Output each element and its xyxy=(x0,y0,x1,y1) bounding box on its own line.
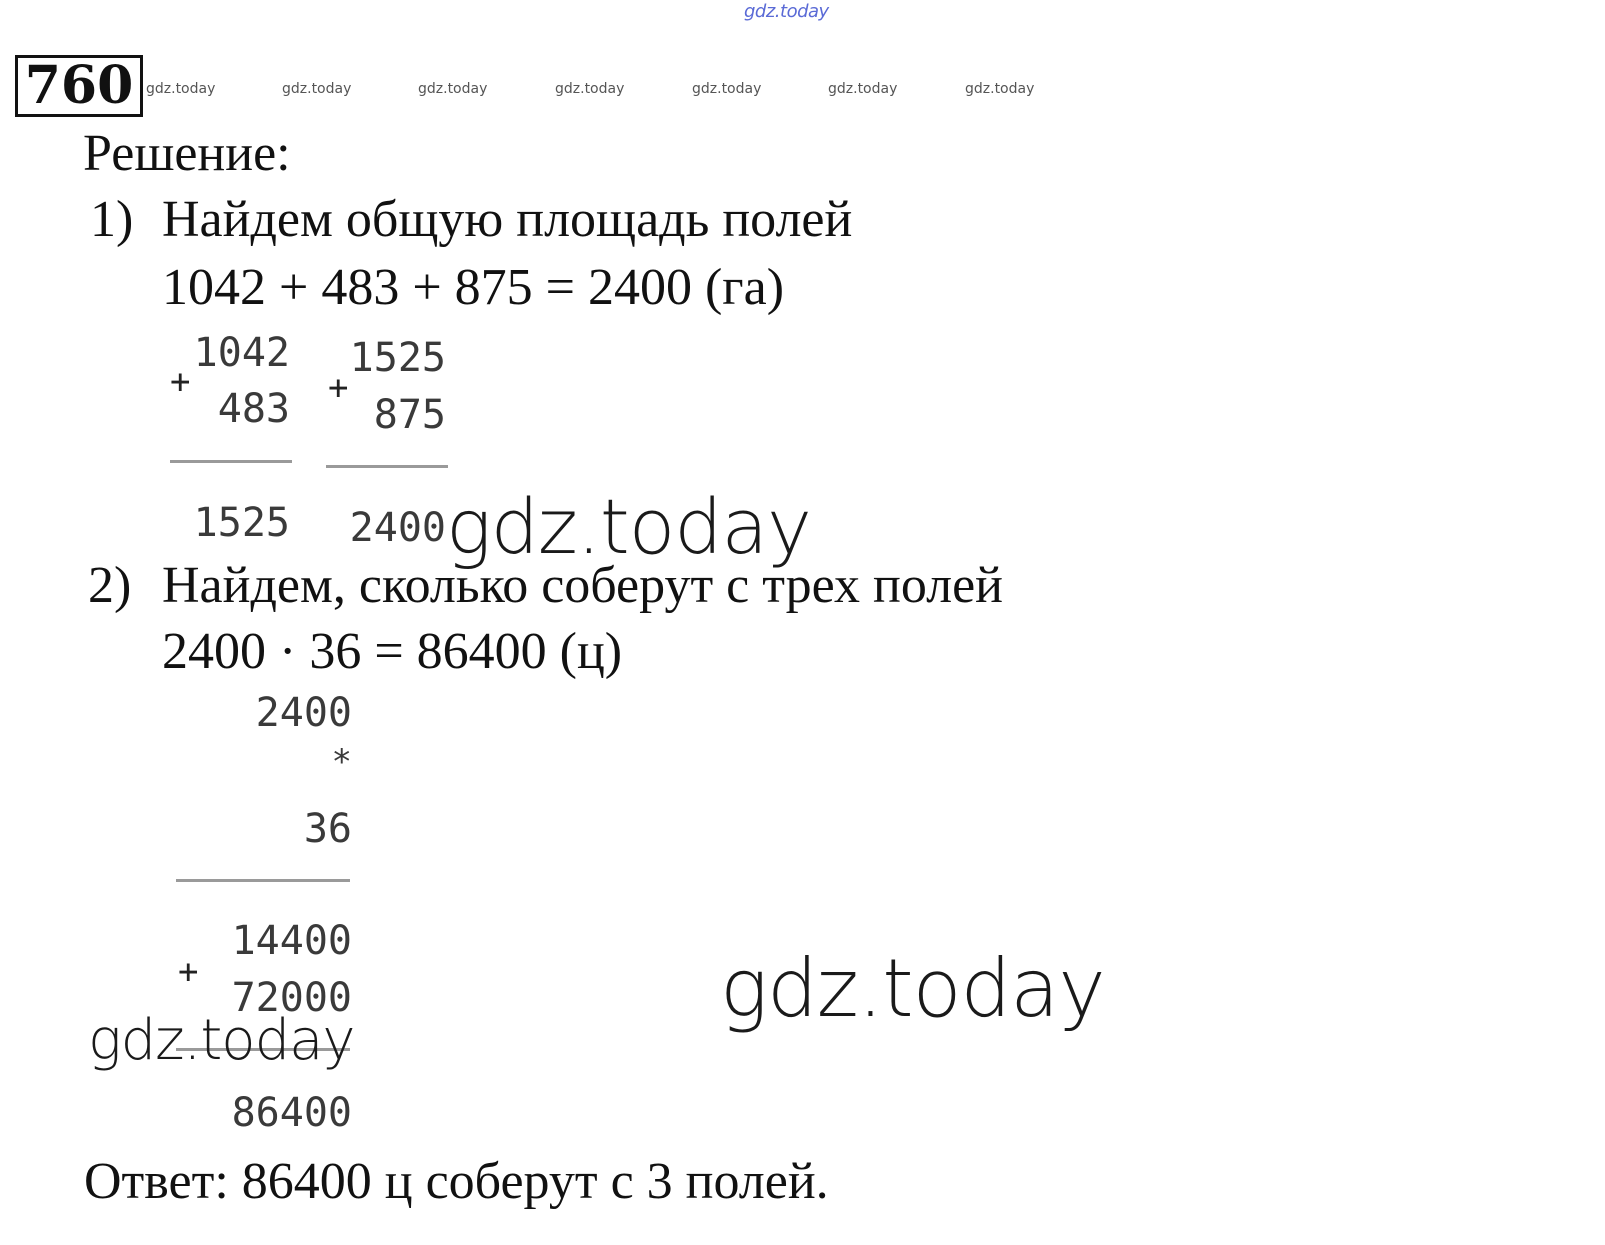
watermark-row-item: gdz.today xyxy=(418,81,488,97)
step1-equation: 1042 + 483 + 875 = 2400 (га) xyxy=(162,259,785,316)
plus-sign: + xyxy=(170,362,191,402)
mult-partial2: 72000 xyxy=(231,975,352,1021)
watermark-row-item: gdz.today xyxy=(965,81,1035,97)
watermark-row-item: gdz.today xyxy=(555,81,625,97)
col-a-rule xyxy=(170,460,292,463)
col-a-top: 1042 xyxy=(193,330,290,376)
plus-sign: + xyxy=(178,952,199,992)
watermark-large: gdz.today xyxy=(720,942,1105,1035)
mult-top: 2400 xyxy=(255,690,352,736)
watermark-top: gdz.today xyxy=(744,1,829,22)
step1-text: Найдем общую площадь полей xyxy=(162,191,853,248)
col-b-bottom: 875 xyxy=(373,392,446,438)
step1-label: 1) xyxy=(90,191,134,248)
watermark-row-item: gdz.today xyxy=(282,81,352,97)
col-a-result: 1525 xyxy=(193,500,290,546)
mult-partial1: 14400 xyxy=(231,918,352,964)
col-a-bottom: 483 xyxy=(217,386,290,432)
mult-operator: * xyxy=(331,742,352,782)
problem-number: 760 xyxy=(15,55,143,117)
plus-sign: + xyxy=(328,368,349,408)
step2-text: Найдем, сколько соберут с трех полей xyxy=(162,557,1004,614)
step2-equation: 2400 · 36 = 86400 (ц) xyxy=(162,623,623,680)
col-b-top: 1525 xyxy=(349,335,446,381)
answer: Ответ: 86400 ц соберут с 3 полей. xyxy=(84,1153,829,1210)
watermark-row-item: gdz.today xyxy=(692,81,762,97)
col-b-rule xyxy=(326,465,448,468)
watermark-large: gdz.today xyxy=(446,482,811,571)
mult-factor: 36 xyxy=(303,806,352,852)
col-b-result: 2400 xyxy=(349,505,446,551)
step2-label: 2) xyxy=(88,557,132,614)
mult-result: 86400 xyxy=(231,1090,352,1136)
solution-heading: Решение: xyxy=(83,125,291,182)
watermark-row-item: gdz.today xyxy=(828,81,898,97)
watermark-large: gdz.today xyxy=(88,1008,355,1073)
mult-rule xyxy=(176,879,350,882)
watermark-row-item: gdz.today xyxy=(146,81,216,97)
